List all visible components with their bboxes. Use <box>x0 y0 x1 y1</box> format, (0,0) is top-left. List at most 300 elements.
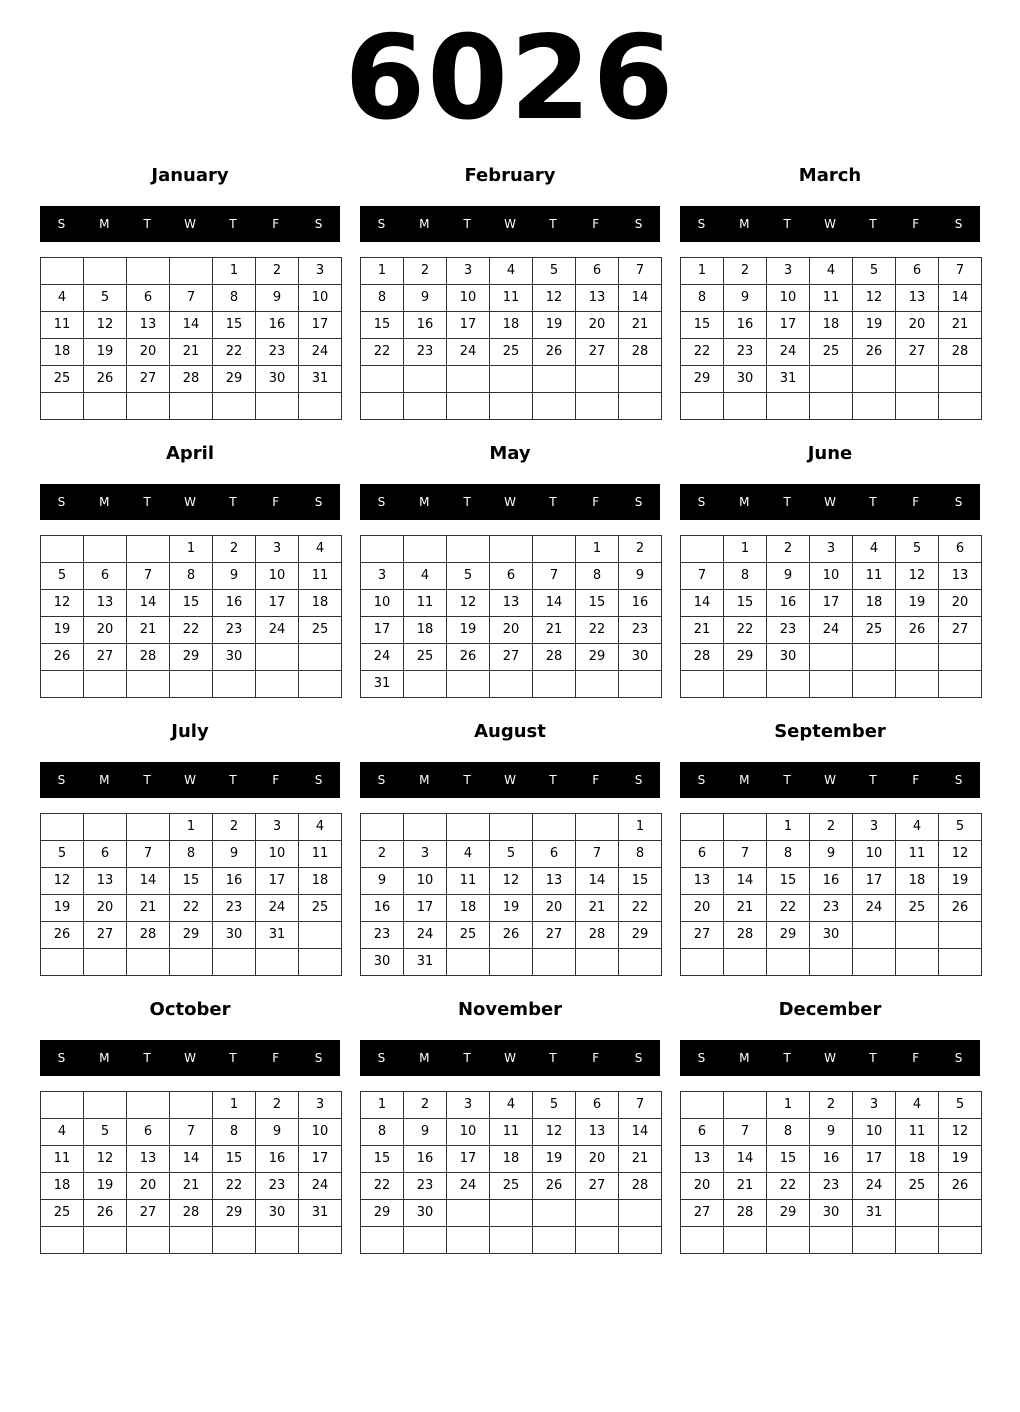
day-cell <box>724 949 767 976</box>
day-cell: 17 <box>810 590 853 617</box>
day-cell: 4 <box>490 258 533 285</box>
day-cell: 7 <box>939 258 982 285</box>
day-cell: 25 <box>896 1173 939 1200</box>
week-row <box>41 366 342 393</box>
day-cell: 14 <box>681 590 724 617</box>
day-cell: 16 <box>213 590 256 617</box>
day-cell: 9 <box>810 841 853 868</box>
day-cell: 13 <box>576 285 619 312</box>
day-cell: 9 <box>767 563 810 590</box>
day-cell <box>84 258 127 285</box>
day-cell <box>681 671 724 698</box>
day-cell: 23 <box>810 1173 853 1200</box>
day-cell: 31 <box>361 671 404 698</box>
week-row <box>361 1119 662 1146</box>
day-cell: 29 <box>170 644 213 671</box>
day-cell: 2 <box>810 814 853 841</box>
day-cell: 13 <box>576 1119 619 1146</box>
day-cell <box>939 1200 982 1227</box>
day-cell: 29 <box>576 644 619 671</box>
day-cell: 23 <box>404 339 447 366</box>
weekday-label: T <box>143 773 151 787</box>
day-cell: 29 <box>619 922 662 949</box>
day-cell: 1 <box>361 258 404 285</box>
day-cell: 4 <box>896 1092 939 1119</box>
weekday-label: T <box>463 1051 471 1065</box>
day-grid <box>680 535 982 698</box>
day-cell: 30 <box>361 949 404 976</box>
day-cell <box>361 536 404 563</box>
week-row <box>361 563 662 590</box>
day-cell: 6 <box>896 258 939 285</box>
week-row <box>41 1146 342 1173</box>
week-row <box>41 868 342 895</box>
day-cell: 13 <box>490 590 533 617</box>
week-row <box>41 814 342 841</box>
weekday-label: S <box>314 495 323 509</box>
week-row <box>41 1200 342 1227</box>
week-row <box>41 339 342 366</box>
day-cell <box>576 393 619 420</box>
day-cell: 10 <box>299 1119 342 1146</box>
day-cell: 18 <box>810 312 853 339</box>
day-cell: 31 <box>767 366 810 393</box>
day-cell: 22 <box>767 1173 810 1200</box>
day-cell: 3 <box>447 1092 490 1119</box>
weekday-label: S <box>377 217 386 231</box>
day-cell <box>490 1200 533 1227</box>
weekday-label: M <box>99 495 110 509</box>
week-row <box>361 258 662 285</box>
weekday-label: W <box>184 1051 196 1065</box>
week-row <box>681 563 982 590</box>
day-cell: 21 <box>619 1146 662 1173</box>
week-row <box>361 1227 662 1254</box>
day-cell: 28 <box>533 644 576 671</box>
day-cell <box>576 366 619 393</box>
day-cell: 20 <box>939 590 982 617</box>
weekday-label: M <box>99 773 110 787</box>
week-row <box>681 1200 982 1227</box>
day-cell: 4 <box>896 814 939 841</box>
day-cell: 5 <box>939 814 982 841</box>
weekday-label: F <box>592 773 600 787</box>
day-cell: 2 <box>256 258 299 285</box>
weekday-label: F <box>912 773 920 787</box>
day-cell: 28 <box>724 922 767 949</box>
day-cell: 15 <box>361 312 404 339</box>
weekday-label: T <box>549 217 557 231</box>
day-cell: 17 <box>767 312 810 339</box>
day-cell <box>810 644 853 671</box>
day-cell: 2 <box>810 1092 853 1119</box>
day-cell: 14 <box>127 868 170 895</box>
day-cell: 8 <box>170 841 213 868</box>
weekday-label: T <box>463 773 471 787</box>
week-row <box>361 312 662 339</box>
day-cell <box>41 1227 84 1254</box>
day-cell: 7 <box>619 1092 662 1119</box>
week-row <box>681 1119 982 1146</box>
week-row <box>361 339 662 366</box>
day-cell: 5 <box>447 563 490 590</box>
day-cell: 15 <box>619 868 662 895</box>
day-cell: 22 <box>361 339 404 366</box>
day-cell <box>447 536 490 563</box>
day-cell <box>939 366 982 393</box>
day-cell <box>681 393 724 420</box>
day-cell: 7 <box>576 841 619 868</box>
day-cell: 24 <box>853 1173 896 1200</box>
day-cell: 17 <box>853 868 896 895</box>
day-cell: 26 <box>84 366 127 393</box>
weekday-label: F <box>912 217 920 231</box>
week-row <box>41 1119 342 1146</box>
month-name: August <box>474 721 546 742</box>
day-cell <box>299 393 342 420</box>
day-cell: 11 <box>299 563 342 590</box>
day-cell <box>896 949 939 976</box>
day-cell: 14 <box>724 868 767 895</box>
day-cell <box>41 258 84 285</box>
day-cell: 25 <box>299 617 342 644</box>
day-cell <box>490 1227 533 1254</box>
day-cell: 30 <box>404 1200 447 1227</box>
day-cell <box>896 366 939 393</box>
weekday-label: M <box>419 1051 430 1065</box>
day-grid <box>680 1091 982 1254</box>
month-name: September <box>774 721 886 742</box>
day-cell: 7 <box>724 841 767 868</box>
day-cell <box>681 536 724 563</box>
day-cell <box>853 644 896 671</box>
day-cell: 16 <box>810 868 853 895</box>
week-row <box>41 841 342 868</box>
week-row <box>361 644 662 671</box>
day-grid <box>40 257 342 420</box>
day-cell: 5 <box>41 563 84 590</box>
day-cell <box>256 644 299 671</box>
day-cell <box>681 1227 724 1254</box>
day-cell: 6 <box>127 1119 170 1146</box>
day-cell: 21 <box>170 1173 213 1200</box>
day-cell: 28 <box>724 1200 767 1227</box>
day-grid <box>680 813 982 976</box>
day-cell <box>810 393 853 420</box>
weekday-header <box>680 484 980 520</box>
day-cell: 12 <box>41 868 84 895</box>
day-cell: 4 <box>299 536 342 563</box>
day-cell: 7 <box>724 1119 767 1146</box>
day-cell <box>896 1227 939 1254</box>
day-cell: 11 <box>853 563 896 590</box>
weekday-label: S <box>954 773 963 787</box>
day-cell: 16 <box>767 590 810 617</box>
day-cell: 2 <box>767 536 810 563</box>
day-cell: 20 <box>681 1173 724 1200</box>
day-cell: 14 <box>939 285 982 312</box>
day-cell: 30 <box>256 1200 299 1227</box>
day-cell <box>170 1227 213 1254</box>
day-cell: 8 <box>681 285 724 312</box>
day-cell: 13 <box>84 868 127 895</box>
day-cell: 23 <box>361 922 404 949</box>
day-cell: 21 <box>939 312 982 339</box>
day-cell: 10 <box>767 285 810 312</box>
day-cell <box>681 814 724 841</box>
day-cell <box>127 1092 170 1119</box>
day-cell: 13 <box>127 1146 170 1173</box>
day-cell: 1 <box>170 536 213 563</box>
day-cell: 11 <box>299 841 342 868</box>
day-cell: 27 <box>127 366 170 393</box>
day-cell: 10 <box>810 563 853 590</box>
day-cell <box>361 366 404 393</box>
day-cell: 27 <box>681 922 724 949</box>
weekday-label: T <box>549 1051 557 1065</box>
day-cell: 6 <box>681 1119 724 1146</box>
week-row <box>361 1146 662 1173</box>
week-row <box>361 841 662 868</box>
day-cell: 12 <box>533 1119 576 1146</box>
month-name: April <box>165 443 215 464</box>
day-cell <box>256 949 299 976</box>
weekday-label: W <box>504 495 516 509</box>
day-cell: 17 <box>447 312 490 339</box>
day-cell: 20 <box>896 312 939 339</box>
day-cell: 2 <box>361 841 404 868</box>
day-cell: 27 <box>576 339 619 366</box>
day-cell: 3 <box>853 1092 896 1119</box>
weekday-label: M <box>739 217 750 231</box>
day-cell <box>84 393 127 420</box>
day-cell <box>896 644 939 671</box>
week-row <box>41 1173 342 1200</box>
day-cell: 6 <box>576 1092 619 1119</box>
day-cell: 12 <box>41 590 84 617</box>
weekday-label: S <box>57 1051 66 1065</box>
day-cell: 16 <box>404 312 447 339</box>
weekday-label: S <box>314 217 323 231</box>
day-grid <box>360 535 662 698</box>
week-row <box>41 671 342 698</box>
weekday-header <box>680 1040 980 1076</box>
day-cell: 4 <box>490 1092 533 1119</box>
weekday-label: W <box>504 773 516 787</box>
week-row <box>41 644 342 671</box>
day-cell <box>84 671 127 698</box>
day-cell: 14 <box>533 590 576 617</box>
weekday-label: F <box>272 495 280 509</box>
day-cell <box>127 393 170 420</box>
weekday-label: M <box>739 1051 750 1065</box>
day-cell: 23 <box>810 895 853 922</box>
day-cell <box>41 393 84 420</box>
day-cell: 5 <box>939 1092 982 1119</box>
weekday-label: S <box>634 495 643 509</box>
day-cell: 8 <box>361 285 404 312</box>
day-cell <box>490 814 533 841</box>
day-cell: 23 <box>213 617 256 644</box>
day-grid <box>40 1091 342 1254</box>
week-row <box>681 895 982 922</box>
day-cell: 3 <box>767 258 810 285</box>
day-cell <box>533 949 576 976</box>
day-cell <box>84 949 127 976</box>
day-cell <box>619 393 662 420</box>
day-cell: 19 <box>41 895 84 922</box>
day-cell: 25 <box>404 644 447 671</box>
day-cell: 29 <box>724 644 767 671</box>
day-cell: 23 <box>619 617 662 644</box>
day-cell: 25 <box>896 895 939 922</box>
day-cell: 4 <box>299 814 342 841</box>
day-cell <box>170 393 213 420</box>
week-row <box>681 285 982 312</box>
day-cell: 28 <box>619 339 662 366</box>
week-row <box>41 285 342 312</box>
day-cell <box>404 671 447 698</box>
day-cell: 27 <box>939 617 982 644</box>
day-cell: 18 <box>896 1146 939 1173</box>
day-cell <box>619 949 662 976</box>
month-name: November <box>457 999 563 1020</box>
day-cell: 10 <box>361 590 404 617</box>
day-cell <box>490 949 533 976</box>
day-cell: 12 <box>84 312 127 339</box>
day-cell: 16 <box>810 1146 853 1173</box>
week-row <box>361 590 662 617</box>
weekday-label: S <box>634 217 643 231</box>
day-cell: 26 <box>490 922 533 949</box>
day-cell: 9 <box>213 841 256 868</box>
weekday-label: M <box>739 773 750 787</box>
day-cell <box>404 366 447 393</box>
day-cell: 9 <box>213 563 256 590</box>
day-cell <box>84 536 127 563</box>
day-cell <box>447 671 490 698</box>
day-cell: 3 <box>361 563 404 590</box>
week-row <box>41 312 342 339</box>
day-cell <box>170 671 213 698</box>
day-cell: 9 <box>404 285 447 312</box>
day-cell: 28 <box>619 1173 662 1200</box>
month-name: February <box>464 165 556 186</box>
weekday-label: M <box>419 217 430 231</box>
day-cell: 3 <box>256 814 299 841</box>
day-cell: 25 <box>490 1173 533 1200</box>
day-cell <box>361 1227 404 1254</box>
day-cell: 7 <box>170 1119 213 1146</box>
week-row <box>681 617 982 644</box>
day-cell: 15 <box>767 1146 810 1173</box>
day-cell <box>939 1227 982 1254</box>
day-cell: 22 <box>213 339 256 366</box>
day-cell: 3 <box>810 536 853 563</box>
weekday-label: T <box>783 495 791 509</box>
weekday-label: S <box>954 495 963 509</box>
day-cell: 12 <box>447 590 490 617</box>
week-row <box>361 814 662 841</box>
day-cell: 9 <box>256 285 299 312</box>
day-cell: 5 <box>41 841 84 868</box>
day-cell: 28 <box>127 644 170 671</box>
day-cell <box>490 671 533 698</box>
day-cell <box>853 922 896 949</box>
week-row <box>361 1092 662 1119</box>
day-cell <box>490 366 533 393</box>
day-cell: 13 <box>896 285 939 312</box>
weekday-header <box>680 762 980 798</box>
weekday-label: S <box>377 1051 386 1065</box>
day-cell <box>810 949 853 976</box>
day-cell: 7 <box>681 563 724 590</box>
weekday-label: W <box>504 1051 516 1065</box>
day-cell: 13 <box>681 868 724 895</box>
weekday-label: S <box>697 495 706 509</box>
day-cell: 24 <box>447 339 490 366</box>
day-cell: 25 <box>41 1200 84 1227</box>
day-cell: 12 <box>853 285 896 312</box>
day-cell: 18 <box>404 617 447 644</box>
weekday-label: M <box>419 495 430 509</box>
day-cell: 12 <box>490 868 533 895</box>
day-cell: 30 <box>810 1200 853 1227</box>
day-cell: 8 <box>724 563 767 590</box>
day-cell <box>447 1200 490 1227</box>
day-cell: 9 <box>810 1119 853 1146</box>
day-cell <box>127 671 170 698</box>
weekday-label: S <box>57 495 66 509</box>
day-cell: 2 <box>619 536 662 563</box>
day-cell: 8 <box>170 563 213 590</box>
day-cell: 20 <box>576 312 619 339</box>
day-cell: 10 <box>299 285 342 312</box>
day-cell: 13 <box>127 312 170 339</box>
day-cell: 10 <box>853 841 896 868</box>
day-cell: 3 <box>299 258 342 285</box>
weekday-label: F <box>272 773 280 787</box>
week-row <box>361 895 662 922</box>
day-cell: 23 <box>256 339 299 366</box>
week-row <box>361 285 662 312</box>
day-cell <box>127 536 170 563</box>
day-cell: 1 <box>681 258 724 285</box>
day-cell: 6 <box>84 841 127 868</box>
day-cell <box>576 1227 619 1254</box>
day-cell <box>853 949 896 976</box>
week-row <box>41 590 342 617</box>
day-cell: 17 <box>361 617 404 644</box>
day-cell <box>41 814 84 841</box>
day-cell <box>724 1227 767 1254</box>
day-cell <box>767 949 810 976</box>
day-cell: 5 <box>84 1119 127 1146</box>
day-cell: 10 <box>447 1119 490 1146</box>
day-cell <box>170 1092 213 1119</box>
year-title: 6026 <box>344 11 676 146</box>
day-cell <box>256 1227 299 1254</box>
week-row <box>681 1173 982 1200</box>
day-cell: 23 <box>724 339 767 366</box>
weekday-label: F <box>272 217 280 231</box>
day-cell: 19 <box>533 312 576 339</box>
day-cell <box>533 671 576 698</box>
weekday-label: W <box>504 217 516 231</box>
weekday-label: T <box>549 495 557 509</box>
day-cell <box>404 814 447 841</box>
day-cell: 14 <box>127 590 170 617</box>
